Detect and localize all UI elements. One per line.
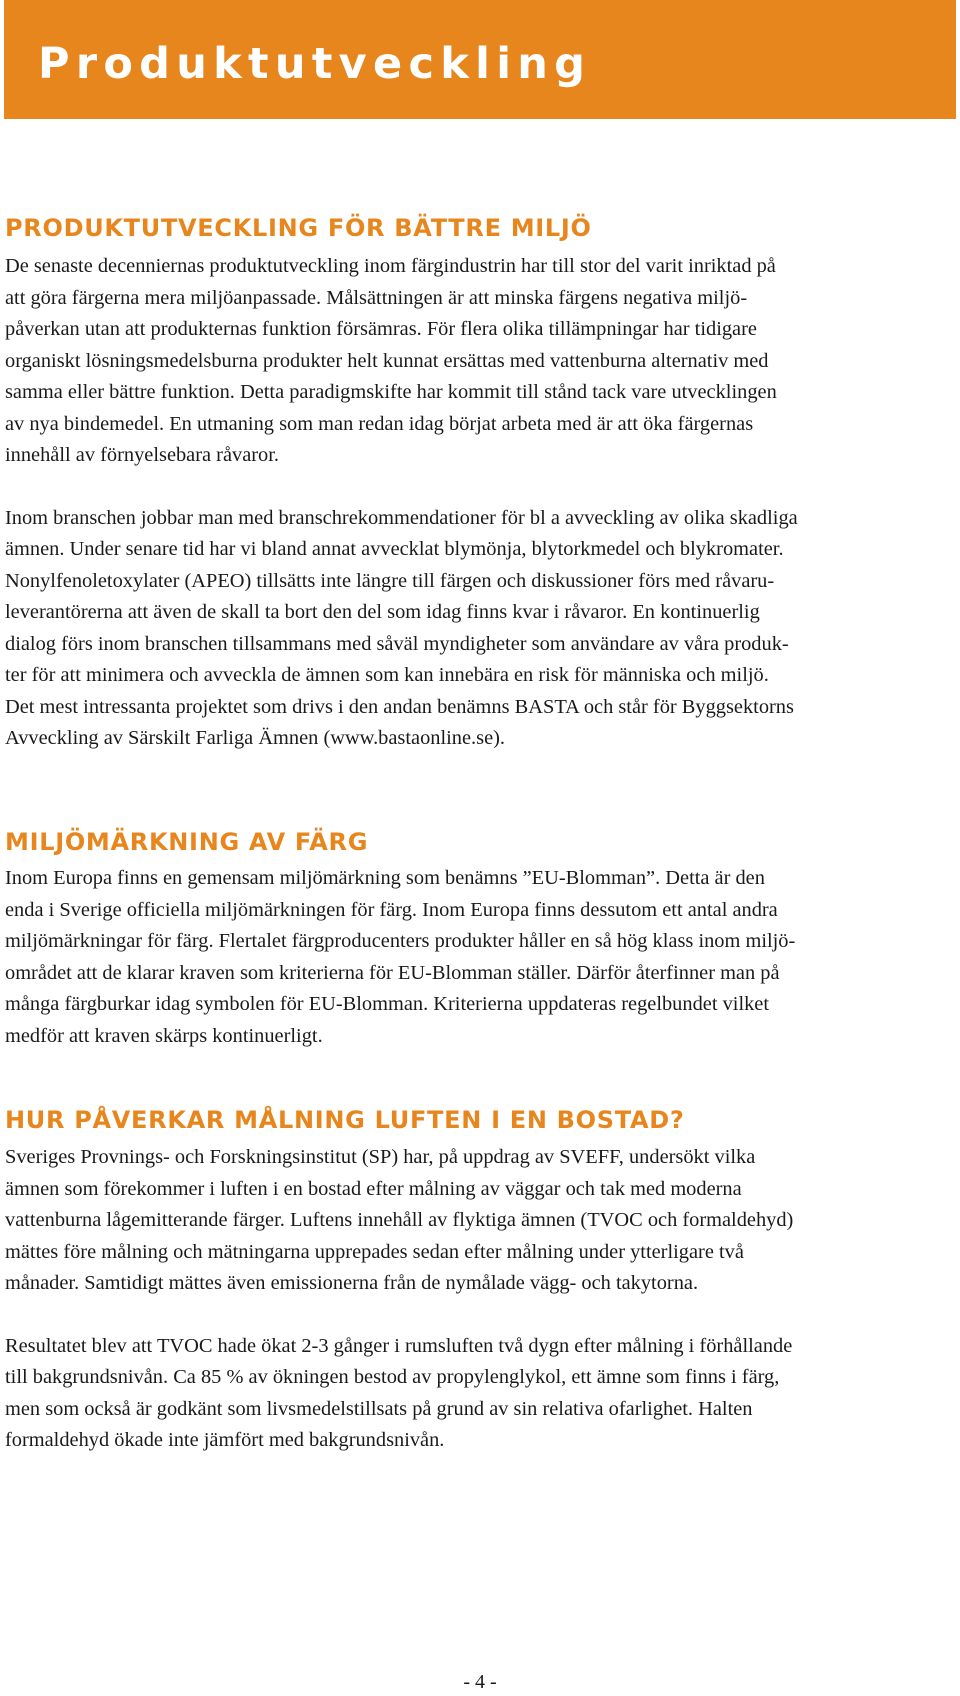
section-heading: PRODUKTUTVECKLING FÖR BÄTTRE MILJÖ (5, 214, 592, 242)
section-produktutveckling (5, 213, 955, 755)
paragraph: Inom branschen jobbar man med branschrekommendationer för bl a avveckling av olika skadliga ämnen. Under senare tid har vi bland annat avvecklat blymönja, blytorkmedel och blykromater. Nonylfenoletoxylater (APEO) tillsätts inte längre till färgen och diskussioner förs med råvaru- leverantörerna att även de skall ta bort den del som idag finns kvar i råvaror. En kontinuerlig dialog förs inom branschen tillsammans med såväl myndigheter som användare av våra produk- ter för att minimera och avveckla de ämnen som kan innebära en risk för människa och miljö. Det mest intressanta projektet som drivs i den andan benämns BASTA och står för Byggsektorns Avveckling av Särskilt Farliga Ämnen (www.bastaonline.se). (5, 506, 798, 749)
title-banner (4, 0, 956, 119)
page-number: - 4 - (463, 1671, 497, 1693)
section-heading: MILJÖMÄRKNING AV FÄRG (5, 828, 369, 856)
paragraph: Sveriges Provnings- och Forskningsinstitut (SP) har, på uppdrag av SVEFF, undersökt vilka ämnen som förekommer i luften i en bostad efter målning av väggar och tak med moderna vattenburna lågemitterande färger. Luftens innehåll av flyktiga ämnen (TVOC och formaldehyd) mättes före målning och mätningarna upprepades sedan efter målning under ytterligare två månader. Samtidigt mättes även emissionerna från de nymålade vägg- och takytorna. (5, 1146, 794, 1294)
section-luften (5, 1105, 955, 1457)
section-heading: HUR PÅVERKAR MÅLNING LUFTEN I EN BOSTAD? (5, 1106, 685, 1134)
page-title: Produktutveckling (38, 39, 592, 89)
section-miljomarkning (5, 827, 955, 1052)
paragraph: Inom Europa finns en gemensam miljömärkning som benämns ”EU-Blomman”. Detta är den enda i Sverige officiella miljömärkningen för färg. Inom Europa finns dessutom ett antal andra miljömärkningar för färg. Flertalet färgproducenters produkter håller en så hög klass inom miljö- området att de klarar kraven som kriterierna för EU-Blomman ställer. Därför återfinner man på många färgburkar idag symbolen för EU-Blomman. Kriterierna uppdateras regelbundet vilket medför att kraven skärps kontinuerligt. (5, 867, 796, 1047)
paragraph: Resultatet blev att TVOC hade ökat 2-3 gånger i rumsluften två dygn efter målning i förhållande till bakgrundsnivån. Ca 85 % av ökningen bestod av propylenglykol, ett ämne som finns i färg, men som också är godkänt som livsmedelstillsats på grund av sin relativa ofarlighet. Halten formaldehyd ökade inte jämfört med bakgrundsnivån. (5, 1334, 793, 1451)
paragraph: De senaste decenniernas produktutveckling inom färgindustrin har till stor del varit inriktad på att göra färgerna mera miljöanpassade. Målsättningen är att minska färgens negativa miljö- påverkan utan att produkternas funktion försämras. För flera olika tillämpningar har tidigare organiskt lösningsmedelsburna produkter helt kunnat ersättas med vattenburna alternativ med samma eller bättre funktion. Detta paradigmskifte har kommit till stånd tack vare utvecklingen av nya bindemedel. En utmaning som man redan idag börjat arbeta med är att öka färgernas innehåll av förnyelsebara råvaror. (5, 255, 777, 466)
